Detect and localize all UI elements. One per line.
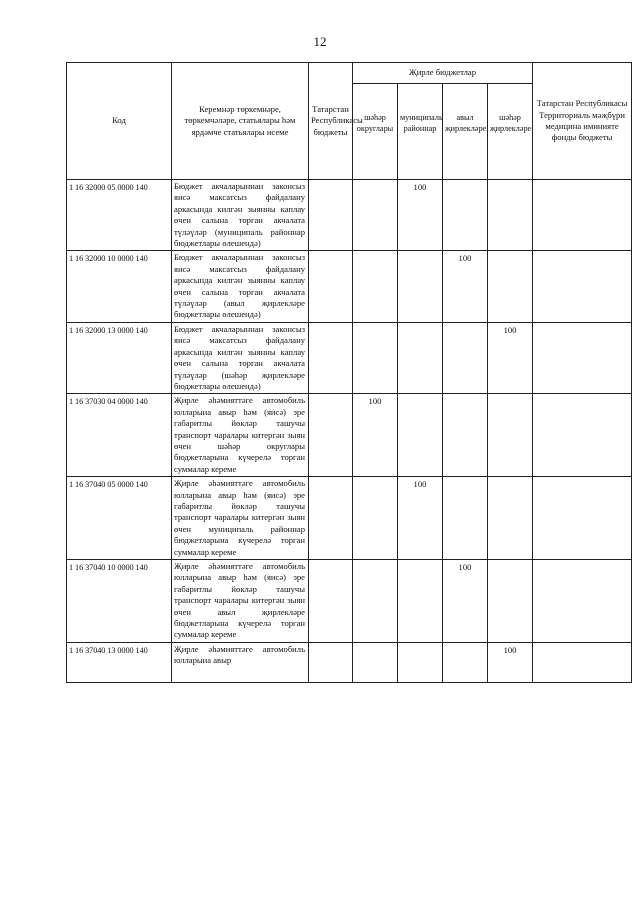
row-rural xyxy=(443,394,488,477)
row-code: 1 16 37040 13 0000 140 xyxy=(67,642,172,682)
row-municipal xyxy=(398,394,443,477)
header-municipal-districts: муниципаль районнар xyxy=(398,84,443,180)
row-municipal xyxy=(398,560,443,643)
row-urban: 100 xyxy=(488,322,533,393)
header-urban-settlements: шәһәр җирлекләре xyxy=(488,84,533,180)
row-name: Җирле әһәмияттәге автомобиль юлларына авыр һәм (яисә) эре габаритлы йөкләр ташучы транспорт чаралары китергән зыян өчен шәһәр округлары бюджетларына күчерелә торган суммалар кереме xyxy=(172,394,309,477)
header-city-districts: шәһәр округлары xyxy=(353,84,398,180)
header-republic-budget: Татарстан Республикасы бюджеты xyxy=(309,63,353,180)
row-fund xyxy=(533,180,632,251)
row-fund xyxy=(533,394,632,477)
row-name: Бюджет акчаларыннан законсыз яисә максатсыз файдалану аркасында килгән зыянны каплау өчен салына торган акчалата түләүләр (шәһәр җирлекләре бюджетлары өлешендә) xyxy=(172,322,309,393)
row-fund xyxy=(533,251,632,322)
row-rural xyxy=(443,180,488,251)
row-city xyxy=(353,560,398,643)
table-row xyxy=(67,642,632,682)
row-code: 1 16 32000 05 0000 140 xyxy=(67,180,172,251)
row-city: 100 xyxy=(353,394,398,477)
budget-distribution-table xyxy=(66,62,632,683)
row-rural xyxy=(443,477,488,560)
row-rural: 100 xyxy=(443,560,488,643)
row-urban xyxy=(488,251,533,322)
table-row xyxy=(67,477,632,560)
header-rural-settlements: авыл җирлекләре xyxy=(443,84,488,180)
row-republic xyxy=(309,322,353,393)
row-fund xyxy=(533,322,632,393)
row-code: 1 16 32000 10 0000 140 xyxy=(67,251,172,322)
row-urban xyxy=(488,477,533,560)
row-name: Җирле әһәмияттәге автомобиль юлларына авыр һәм (яисә) эре габаритлы йөкләр ташучы транспорт чаралары китергән зыян өчен муниципаль районнар бюджетларына күчерелә торган суммалар кереме xyxy=(172,477,309,560)
row-municipal xyxy=(398,251,443,322)
row-urban xyxy=(488,560,533,643)
header-name: Керемнәр төркемнәре, төркемчәләре, статьялары һәм ярдәмче статьялары исеме xyxy=(172,63,309,180)
row-rural: 100 xyxy=(443,251,488,322)
row-code: 1 16 37040 05 0000 140 xyxy=(67,477,172,560)
header-local-budgets: Җирле бюджетлар xyxy=(353,63,533,84)
row-republic xyxy=(309,180,353,251)
row-urban xyxy=(488,394,533,477)
row-city xyxy=(353,180,398,251)
row-municipal: 100 xyxy=(398,477,443,560)
row-municipal xyxy=(398,322,443,393)
row-city xyxy=(353,642,398,682)
header-code: Код xyxy=(67,63,172,180)
row-city xyxy=(353,477,398,560)
row-name: Җирле әһәмияттәге автомобиль юлларына авыр һәм (яисә) эре габаритлы йөкләр ташучы транспорт чаралары китергән зыян өчен авыл җирлекләре бюджетларына күчерелә торган суммалар кереме xyxy=(172,560,309,643)
row-fund xyxy=(533,642,632,682)
row-city xyxy=(353,251,398,322)
row-republic xyxy=(309,394,353,477)
row-fund xyxy=(533,560,632,643)
row-republic xyxy=(309,560,353,643)
row-name: Бюджет акчаларыннан законсыз яисә максатсыз файдалану аркасында килгән зыянны каплау өчен салына торган акчалата түләүләр (авыл җирлекләре бюджетлары өлешендә) xyxy=(172,251,309,322)
row-urban xyxy=(488,180,533,251)
table-row xyxy=(67,251,632,322)
row-republic xyxy=(309,642,353,682)
row-fund xyxy=(533,477,632,560)
row-republic xyxy=(309,477,353,560)
header-medical-fund: Татарстан Республикасы Территориаль мәҗбүри медицина иминияте фонды бюджеты xyxy=(533,63,632,180)
row-code: 1 16 37030 04 0000 140 xyxy=(67,394,172,477)
row-rural xyxy=(443,642,488,682)
row-municipal: 100 xyxy=(398,180,443,251)
row-code: 1 16 32000 13 0000 140 xyxy=(67,322,172,393)
table-row xyxy=(67,322,632,393)
row-rural xyxy=(443,322,488,393)
row-urban: 100 xyxy=(488,642,533,682)
row-name: Җирле әһәмияттәге автомобиль юлларына авыр xyxy=(172,642,309,682)
row-republic xyxy=(309,251,353,322)
row-municipal xyxy=(398,642,443,682)
row-name: Бюджет акчаларыннан законсыз яисә максатсыз файдалану аркасында килгән зыянны каплау өчен салына торган акчалата түләүләр (муниципаль районнар бюджетлары өлешендә) xyxy=(172,180,309,251)
table-row xyxy=(67,560,632,643)
row-code: 1 16 37040 10 0000 140 xyxy=(67,560,172,643)
table-row xyxy=(67,394,632,477)
row-city xyxy=(353,322,398,393)
table-row xyxy=(67,180,632,251)
page-number: 12 xyxy=(313,34,327,49)
